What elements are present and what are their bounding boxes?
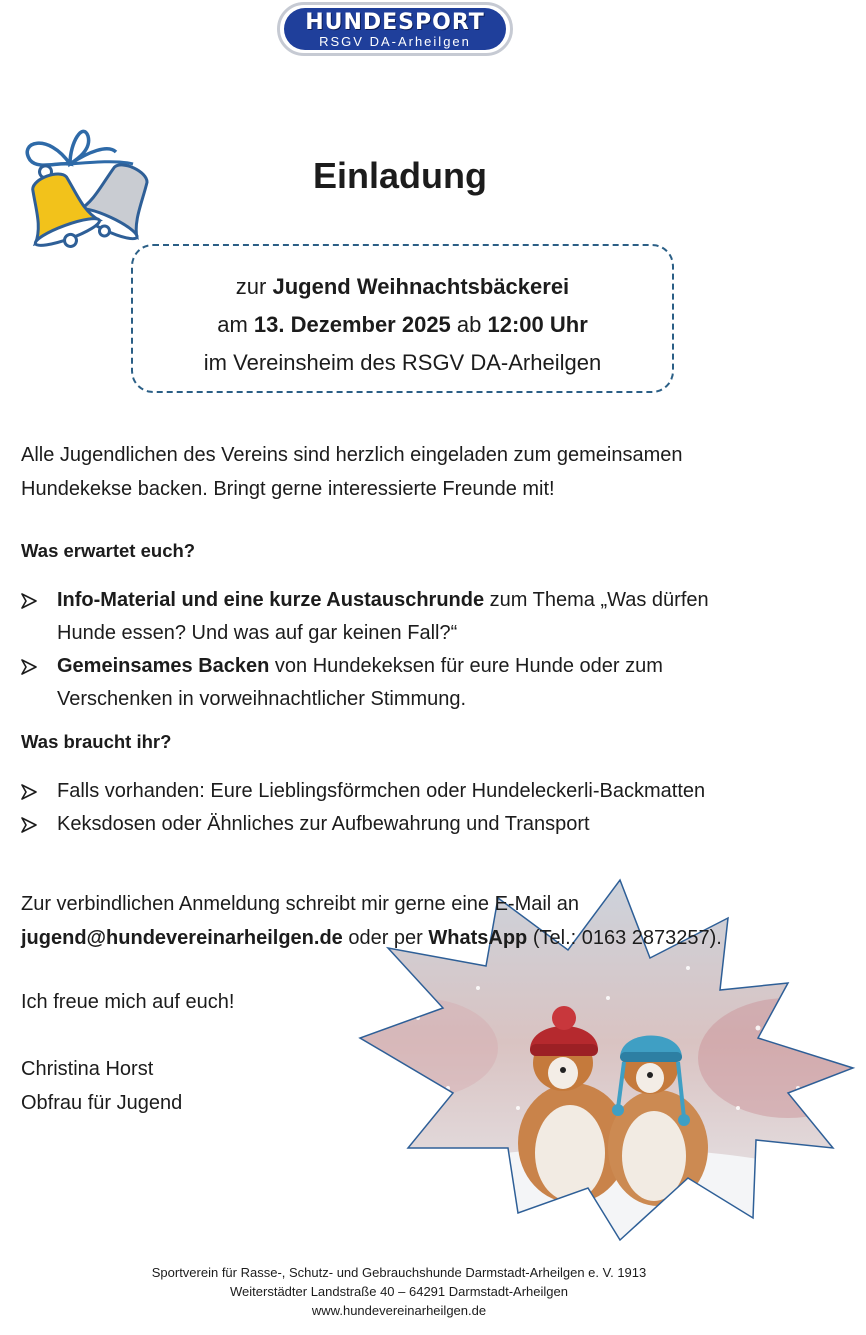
- signature: [21, 1052, 341, 1120]
- event-name: Jugend Weihnachtsbäckerei: [272, 274, 570, 299]
- email-link[interactable]: jugend@hundevereinarheilgen.de: [21, 927, 343, 949]
- club-logo: [277, 2, 513, 56]
- expect-item-bold: Gemeinsames Backen: [57, 655, 270, 677]
- registration-line: Zur verbindlichen Anmeldung schreibt mir gerne eine E-Mail an: [21, 893, 580, 915]
- footer-address: Weiterstädter Landstraße 40 – 64291 Darmstadt-Arheilgen: [230, 1284, 568, 1299]
- expect-item-bold: Info-Material und eine kurze Austauschrunde: [57, 589, 485, 611]
- list-item: [21, 584, 757, 650]
- arrow-bullet-icon: [21, 593, 37, 609]
- registration-mid: oder per: [342, 927, 429, 949]
- event-date: 13. Dezember 2025: [253, 312, 451, 337]
- club-logo-badge: [284, 8, 506, 50]
- footer-club-name: Sportverein für Rasse-, Schutz- und Gebrauchshunde Darmstadt-Arheilgen e. V. 1913: [151, 1265, 647, 1280]
- expect-list: [21, 584, 821, 716]
- registration-paragraph: [21, 887, 841, 955]
- signature-role: Obfrau für Jugend: [21, 1092, 183, 1114]
- arrow-bullet-icon: [21, 784, 37, 800]
- expect-item-text: zum Thema „Was dürfen Hunde essen? Und was auf gar keinen Fall?“: [57, 589, 709, 644]
- time-prefix: ab: [450, 312, 488, 337]
- section-heading-expect: Was erwartet euch?: [21, 540, 196, 561]
- invitation-line-date: [133, 306, 672, 344]
- logo-subtitle: RSGV DA-Arheilgen: [319, 34, 471, 49]
- need-list: [21, 775, 821, 841]
- phone-number: (Tel.: 0163 2873257).: [527, 927, 722, 949]
- invitation-line-event: [133, 268, 672, 306]
- footer-website-link[interactable]: www.hundevereinarheilgen.de: [311, 1303, 487, 1318]
- arrow-bullet-icon: [21, 817, 37, 833]
- list-item: [21, 808, 821, 841]
- event-time: 12:00 Uhr: [487, 312, 588, 337]
- page-title: Einladung: [313, 155, 487, 196]
- list-item: [21, 650, 757, 716]
- need-item-text: Falls vorhanden: Eure Lieblingsförmchen oder Hundeleckerli-Backmatten: [57, 780, 706, 802]
- date-prefix: am: [217, 312, 254, 337]
- section-heading-need: Was braucht ihr?: [21, 731, 172, 752]
- footer: [0, 1263, 798, 1320]
- intro-paragraph: Alle Jugendlichen des Vereins sind herzlich eingeladen zum gemeinsamen Hundekekse backen. Bringt gerne interessierte Freunde mit!: [21, 444, 683, 500]
- greeting-text: Ich freue mich auf euch!: [21, 991, 235, 1013]
- whatsapp-label: WhatsApp: [428, 927, 528, 949]
- invitation-box: [131, 244, 674, 393]
- need-item-text: Keksdosen oder Ähnliches zur Aufbewahrung und Transport: [57, 813, 590, 835]
- invitation-prefix: zur: [235, 274, 273, 299]
- logo-title: HUNDESPORT: [305, 10, 485, 35]
- expect-item-text: von Hundekeksen für eure Hunde oder zum Verschenken in vorweihnachtlicher Stimmung.: [57, 655, 663, 710]
- invitation-line-location: im Vereinsheim des RSGV DA-Arheilgen: [203, 350, 602, 375]
- arrow-bullet-icon: [21, 659, 37, 675]
- signature-name: Christina Horst: [21, 1058, 154, 1080]
- list-item: [21, 775, 821, 808]
